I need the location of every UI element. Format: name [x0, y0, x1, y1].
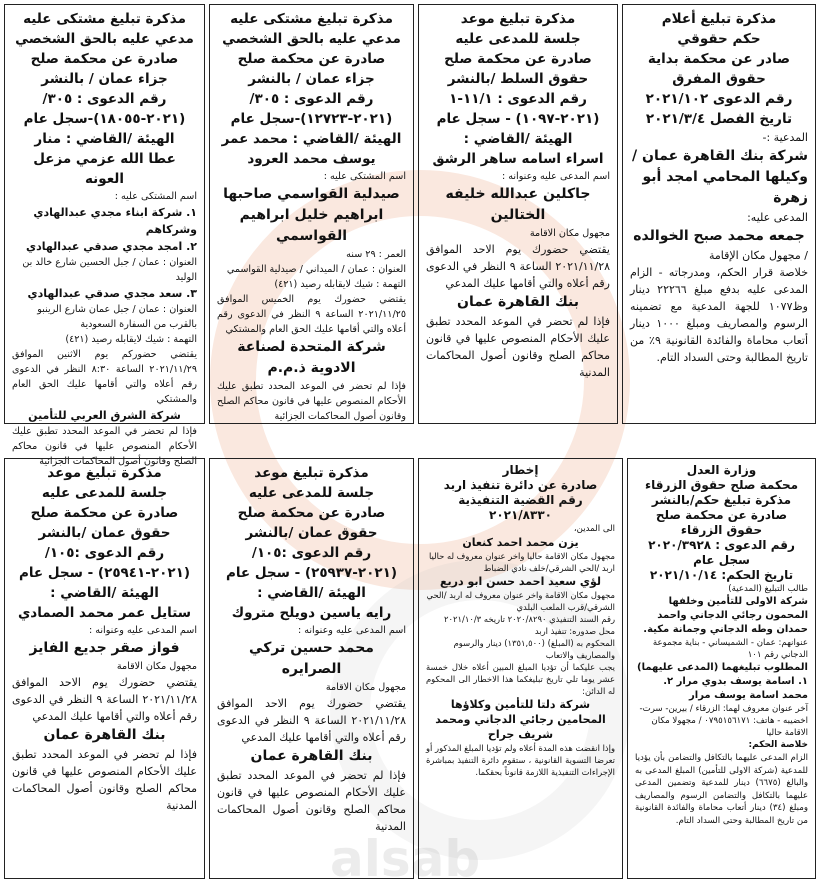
legal-footer: فإذا لم تحضر في الموعد المحدد تطبق عليك الأحكام المنصوص عليها في قانون محاكم الصلح وقانون أصول المحاكمات الجزائية: [217, 381, 406, 422]
defendants-address: آخر عنوان معروف لهما: الزرقاء / بيرين- سرت-اخضيبه - هاتف: ٠٧٩٥١٥٦١٧١ / مجهولا مكان الاقامة حاليا: [639, 704, 808, 738]
notice-hearing-amman-1: [209, 458, 414, 879]
notice-title: مذكرة تبليغ موعد: [254, 465, 369, 481]
court-location: جزاء عمان / بالنشر: [248, 71, 375, 87]
general-register: (٢٠٢١-١٢٧٢٣)-سجل عام: [230, 111, 393, 127]
notice-subtitle: حكم حقوقي: [677, 31, 761, 47]
defendant-3: ٣. سعد مجدي صدقي عبدالهادي: [27, 287, 197, 300]
addressee-label: الى المدين،: [573, 524, 615, 534]
notice-judgment-zarqa: [627, 458, 816, 879]
court-location: حقوق عمان /بالنشر: [245, 525, 378, 541]
court-location: حقوق المفرق: [672, 71, 766, 87]
court-location: جزاء عمان / بالنشر: [41, 71, 168, 87]
case-number: رقم الدعوى : ١١/١-١: [449, 91, 587, 107]
notice-title: مذكرة تبليغ حكم/بالنشر: [651, 493, 792, 507]
court-name: صادرة عن محكمة صلح: [444, 51, 592, 67]
general-register: (٢٠٢١-١٨٠٥٥)-سجل عام: [23, 111, 186, 127]
charge: التهمة : شيك لايقابله رصيد (٤٢١): [274, 279, 406, 290]
hearing-details: يقتضي حضوركم يوم الاثنين الموافق ٢٠٢١/١١/٢٩ الساعة ٨:٣٠ النظر في الدعوى رقم أعلاه والتي أقامها عليك الحق العام والمشتكي: [12, 349, 197, 405]
notice-hearing-salt: [418, 4, 618, 424]
defendant-age: العمر : ٢٩ سنه: [346, 249, 406, 260]
notice-title: إخطار: [502, 463, 539, 477]
residence-status: مجهول مكان الاقامة: [325, 682, 406, 693]
defendants: المطلوب تبليغهما (المدعى عليهما) ١. اسامة يوسف بدوي مرار ٢. محمد اسامة يوسف مرار: [637, 662, 808, 701]
plaintiff-name: بنك القاهرة عمان: [250, 748, 373, 764]
defendant-3-address: العنوان : عمان / جبل عمان شارع الرينبو بالقرب من السفارة السعودية: [37, 304, 197, 330]
case-label: رقم القضية التنفيذية: [458, 493, 583, 507]
debtor-1: يزن محمد احمد كنعان: [462, 536, 579, 549]
ruling-date: تاريخ الفصل ٢٠٢١/٣/٤: [645, 111, 793, 127]
judged-amount: المحكوم به (المبلغ) (١٣٥١,٥٠٠) دينار والرسوم والمصاريف والاتعاب: [453, 638, 615, 660]
legal-footer: فإذا لم تحضر في الموعد المحدد تطبق عليك الأحكام المنصوص عليها في قانون محاكم الصلح وقانون أصول المحاكمات المدنية: [217, 769, 406, 833]
defendant-label: اسم المدعى عليه وعنوانه :: [297, 625, 406, 636]
judge-label: الهيئة /القاضي : منار: [34, 131, 175, 147]
plaintiff-label: طالب التبليغ (المدعية): [728, 584, 808, 594]
issuing-court: صادرة عن محكمة صلح: [655, 508, 788, 522]
legal-footer: فإذا لم تحضر في الموعد المحدد تطبق عليك الأحكام المنصوص عليها في قانون محاكم الصلح وقانون أصول المحاكمات الجزائية: [12, 426, 197, 467]
defendant-label: المدعى عليه:: [747, 211, 808, 224]
judge-name: ستايل عمر محمد الصمادي: [17, 605, 192, 621]
ruling-summary: خلاصة قرار الحكم، ومدرجاته - الزام المدعى عليه بدفع مبلغ ٢٢٢٦٦ دينار وظ١٠٧٧ للجهة المدعية مع تضمينه الرسوم والمصاريف ومبلغ ١٠٠٠ دينار أتعاب محاماة والفائدة القانونية ٩٪ من تاريخ المطالبة وحتى السداد التام.: [630, 266, 808, 364]
notice-title: مذكرة تبليغ موعد: [460, 11, 576, 27]
ruling-date: تاريخ الحكم: ٢٠٢١/١٠/١٤: [649, 568, 794, 582]
case-number: رقم الدعوى :١٠٥/: [44, 545, 165, 561]
plaintiff-name: شركة المتحدة لصناعة الادوية ذ.م.م: [237, 339, 386, 376]
court-name: صادرة عن محكمة صلح: [237, 505, 386, 521]
notice-title: مذكرة تبليغ مشتكى عليه: [23, 11, 186, 27]
plaintiff-label: المدعية :-: [762, 131, 808, 144]
court-name: صادرة عن محكمة صلح: [30, 51, 179, 67]
notice-title: مذكرة تبليغ موعد: [47, 465, 162, 481]
court-name: صادر عن محكمة بداية: [647, 51, 791, 67]
defendant-address: العنوان : عمان / الميداني / صيدلية القواسمي: [226, 264, 406, 275]
judge-name: يوسف محمد العرود: [247, 151, 376, 167]
execution-reference: رقم السند التنفيذي ٢٠٢٠/٨٢٩٠ تاريخه ٢٠٢١/١٠/٣: [444, 614, 615, 624]
judge-name: عطا الله عزمي مزعل العونه: [33, 151, 176, 187]
defendant-name: محمد حسين تركي الصرايره: [249, 640, 374, 677]
summary-label: خلاصة الحكم:: [748, 740, 808, 750]
issuing-department: صادرة عن دائرة تنفيذ اربد: [443, 478, 598, 492]
plaintiff-name: بنك القاهرة عمان: [43, 727, 166, 743]
hearing-details: يقتضي حضورك يوم الاحد الموافق ٢٠٢١/١١/٢٨ الساعة ٩ النظر في الدعوى رقم أعلاه والتي أقامها عليك المدعي: [217, 697, 407, 744]
case-number: رقم الدعوى : ٣٠٥/: [42, 91, 167, 107]
notice-subtitle: جلسة للمدعى عليه: [455, 31, 581, 47]
notice-subtitle: مدعي عليه بالحق الشخصي: [222, 31, 401, 47]
court-location: حقوق عمان /بالنشر: [38, 525, 171, 541]
defendant-label: اسم المدعى عليه وعنوانه :: [501, 171, 610, 182]
plaintiff-name: شركة بنك القاهرة عمان / وكيلها المحامي امجد أبو زهرة: [632, 148, 808, 206]
residence-status: / مجهول مكان الإقامة: [708, 249, 808, 262]
court-name: صادرة عن محكمة صلح: [237, 51, 386, 67]
case-number: رقم الدعوى : ٣٠٥/: [249, 91, 374, 107]
plaintiff-name: شركة الشرق العربي للتأمين: [28, 409, 181, 422]
ministry-name: وزارة العدل: [686, 463, 757, 477]
hearing-details: يقتضي حضورك يوم الخميس الموافق ٢٠٢١/١١/٢٥ الساعة ٩ النظر في الدعوى رقم أعلاه والتي أقامها عليك الحق العام والمشتكي: [217, 294, 406, 335]
general-register: (٢٠٢١-٢٥٩٤١) - سجل عام: [18, 565, 191, 581]
notice-judgment-mafraq: [622, 4, 816, 424]
issuing-place: محل صدوره: تنفيذ اربد: [534, 626, 615, 636]
case-number: رقم الدعوى ٢٠٢١/١٠٢: [645, 91, 793, 107]
judge-label: الهيئة /القاضي :: [50, 585, 159, 601]
defendant-label: اسم المشتكى عليه :: [114, 191, 197, 202]
debtor-2-address: مجهول مكان الاقامة واخر عنوان معروف له اربد /الحي الشرقي/قرب الملعب البلدي: [426, 590, 615, 612]
defendant-name: جاكلين عبدالله خليفه الختالين: [445, 186, 591, 223]
defendant-label: اسم المشتكى عليه :: [323, 171, 406, 182]
defendant-name: فواز صقر جديع الفايز: [29, 640, 180, 656]
notice-accused-amman-1: [209, 4, 414, 424]
case-number: رقم الدعوى : ٢٠٢٠/٣٩٢٨: [648, 538, 795, 552]
plaintiff-address: عنوانهم: عمان - الشميساني - بناية مجموعة الدجاني رقم ١٠١: [652, 638, 808, 660]
notice-subtitle: جلسة للمدعى عليه: [248, 485, 375, 501]
defendant-name: صيدلية القواسمي صاحبها ابراهيم خليل ابراهيم القواسمي: [223, 186, 400, 244]
defendant-name: جمعه محمد صبح الخوالده: [633, 228, 805, 244]
legal-footer: فإذا لم تحضر في الموعد المحدد تطبق عليك الأحكام المنصوص عليها في قانون محاكم الصلح وقانون أصول المحاكمات المدنية: [12, 748, 197, 812]
notice-hearing-amman-2: [4, 458, 205, 879]
judge-name: اسراء اسامه ساهر الرشق: [432, 151, 604, 167]
notice-subtitle: جلسة للمدعى عليه: [41, 485, 168, 501]
judge-name: رايه ياسين دويلح متروك: [231, 605, 392, 621]
ruling-summary: الزام المدعى عليهما بالتكافل والتضامن بأن يؤديا للمدعية (شركة الاولى للتأمين) المبلغ المدعى به والبالغ (٦٦٧٥) دينار للمدعية وتضمين المدعى عليهما بالتكافل والتضامن الرسوم والمصاريف ومبلغ (٣٤) دينار أتعاب محاماة والفائدة القانونية من تاريخ المطالبة وحتى السداد التام.: [635, 753, 808, 826]
court-name: محكمة صلح حقوق الزرقاء: [644, 478, 799, 492]
defendant-2: ٢. امجد مجدي صدقي عبدالهادي: [26, 240, 197, 253]
hearing-details: يقتضي حضورك يوم الاحد الموافق ٢٠٢١/١١/٢٨ الساعة ٩ النظر في الدعوى رقم أعلاه والتي أقامها عليك المدعي: [12, 676, 197, 723]
court-location: حقوق السلط /بالنشر: [447, 71, 589, 87]
plaintiff-name: بنك القاهرة عمان: [457, 294, 579, 310]
judge-label: الهيئة /القاضي :: [463, 131, 573, 147]
debtor-1-address: مجهول مكان الاقامة حاليا واخر عنوان معروف له حاليا اربد /الحي الشرقي/خلف نادي الضباط: [428, 551, 615, 573]
plaintiff-name: شركة الاولى للتأمين وخلفها المحمون رجائي الدجاني واحمد حمدان وطه الدجاني وجمانة مكية.: [643, 596, 808, 635]
residence-status: مجهول مكان الاقامة: [116, 661, 197, 672]
notice-execution-irbid: [418, 458, 623, 879]
general-register: (٢٠٢١-١٠٩٧) - سجل عام: [436, 111, 600, 127]
legal-footer: فإذا لم تحضر في الموعد المحدد تطبق عليك الأحكام المنصوص عليها في قانون محاكم الصلح وقانون أصول المحاكمات المدنية: [426, 315, 610, 379]
debtor-2: لؤي سعيد احمد حسن ابو دريع: [440, 575, 601, 588]
defendant-1: ١. شركة ابناء مجدي عبدالهادي وشركاهم: [33, 206, 197, 236]
watermark-text: alsab: [330, 830, 481, 888]
court-name: صادرة عن محكمة صلح: [30, 505, 179, 521]
defendant-label: اسم المدعى عليه وعنوانه :: [88, 625, 197, 636]
hearing-details: يقتضي حضورك يوم الاحد الموافق ٢٠٢١/١١/٢٨ الساعة ٩ النظر في الدعوى رقم أعلاه والتي أقامها عليك المدعي: [426, 243, 611, 290]
judge-label: الهيئة /القاضي :: [257, 585, 366, 601]
judge-label: الهيئة /القاضي : محمد عمر: [221, 131, 402, 147]
case-number: رقم الدعوى :١٠٥/: [251, 545, 372, 561]
payment-instruction: يجب عليكما أن تؤديا المبلغ المبين أعلاه خلال خمسة عشر يوما تلي تاريخ تبليغكما هذا الاخطار الى المحكوم له الدائن:: [426, 662, 615, 696]
general-register: سجل عام: [693, 553, 750, 567]
defendant-2-address: العنوان : عمان / جبل الحسين شارع خالد بن الوليد: [22, 257, 197, 283]
legal-footer: وإذا انقضت هذه المدة أعلاه ولم تؤديا المبلغ المذكور أو تعرضا التسوية القانونية ، ستقوم دائرة التنفيذ بمباشرة الإجراءات التنفيذية اللازمة قانوناً بحقكما.: [426, 743, 615, 777]
residence-status: مجهول مكان الاقامة: [529, 228, 610, 239]
case-number: ٢٠٢١/٨٣٣٠: [489, 508, 552, 522]
general-register: (٢٠٢١-٢٥٩٣٧) - سجل عام: [225, 565, 398, 581]
notice-title: مذكرة تبليغ أعلام: [661, 11, 777, 27]
creditor-name: شركة دلتا للتأمين وكلاؤها المحامين رجائي الدجاني ومحمد شريف جراح: [435, 698, 606, 741]
notice-title: مذكرة تبليغ مشتكى عليه: [230, 11, 393, 27]
notice-accused-amman-2: [4, 4, 205, 467]
court-location: حقوق الزرقاء: [680, 523, 763, 537]
notice-subtitle: مدعي عليه بالحق الشخصي: [15, 31, 194, 47]
charge: التهمة : شيك لايقابله رصيد (٤٢١): [65, 334, 197, 345]
